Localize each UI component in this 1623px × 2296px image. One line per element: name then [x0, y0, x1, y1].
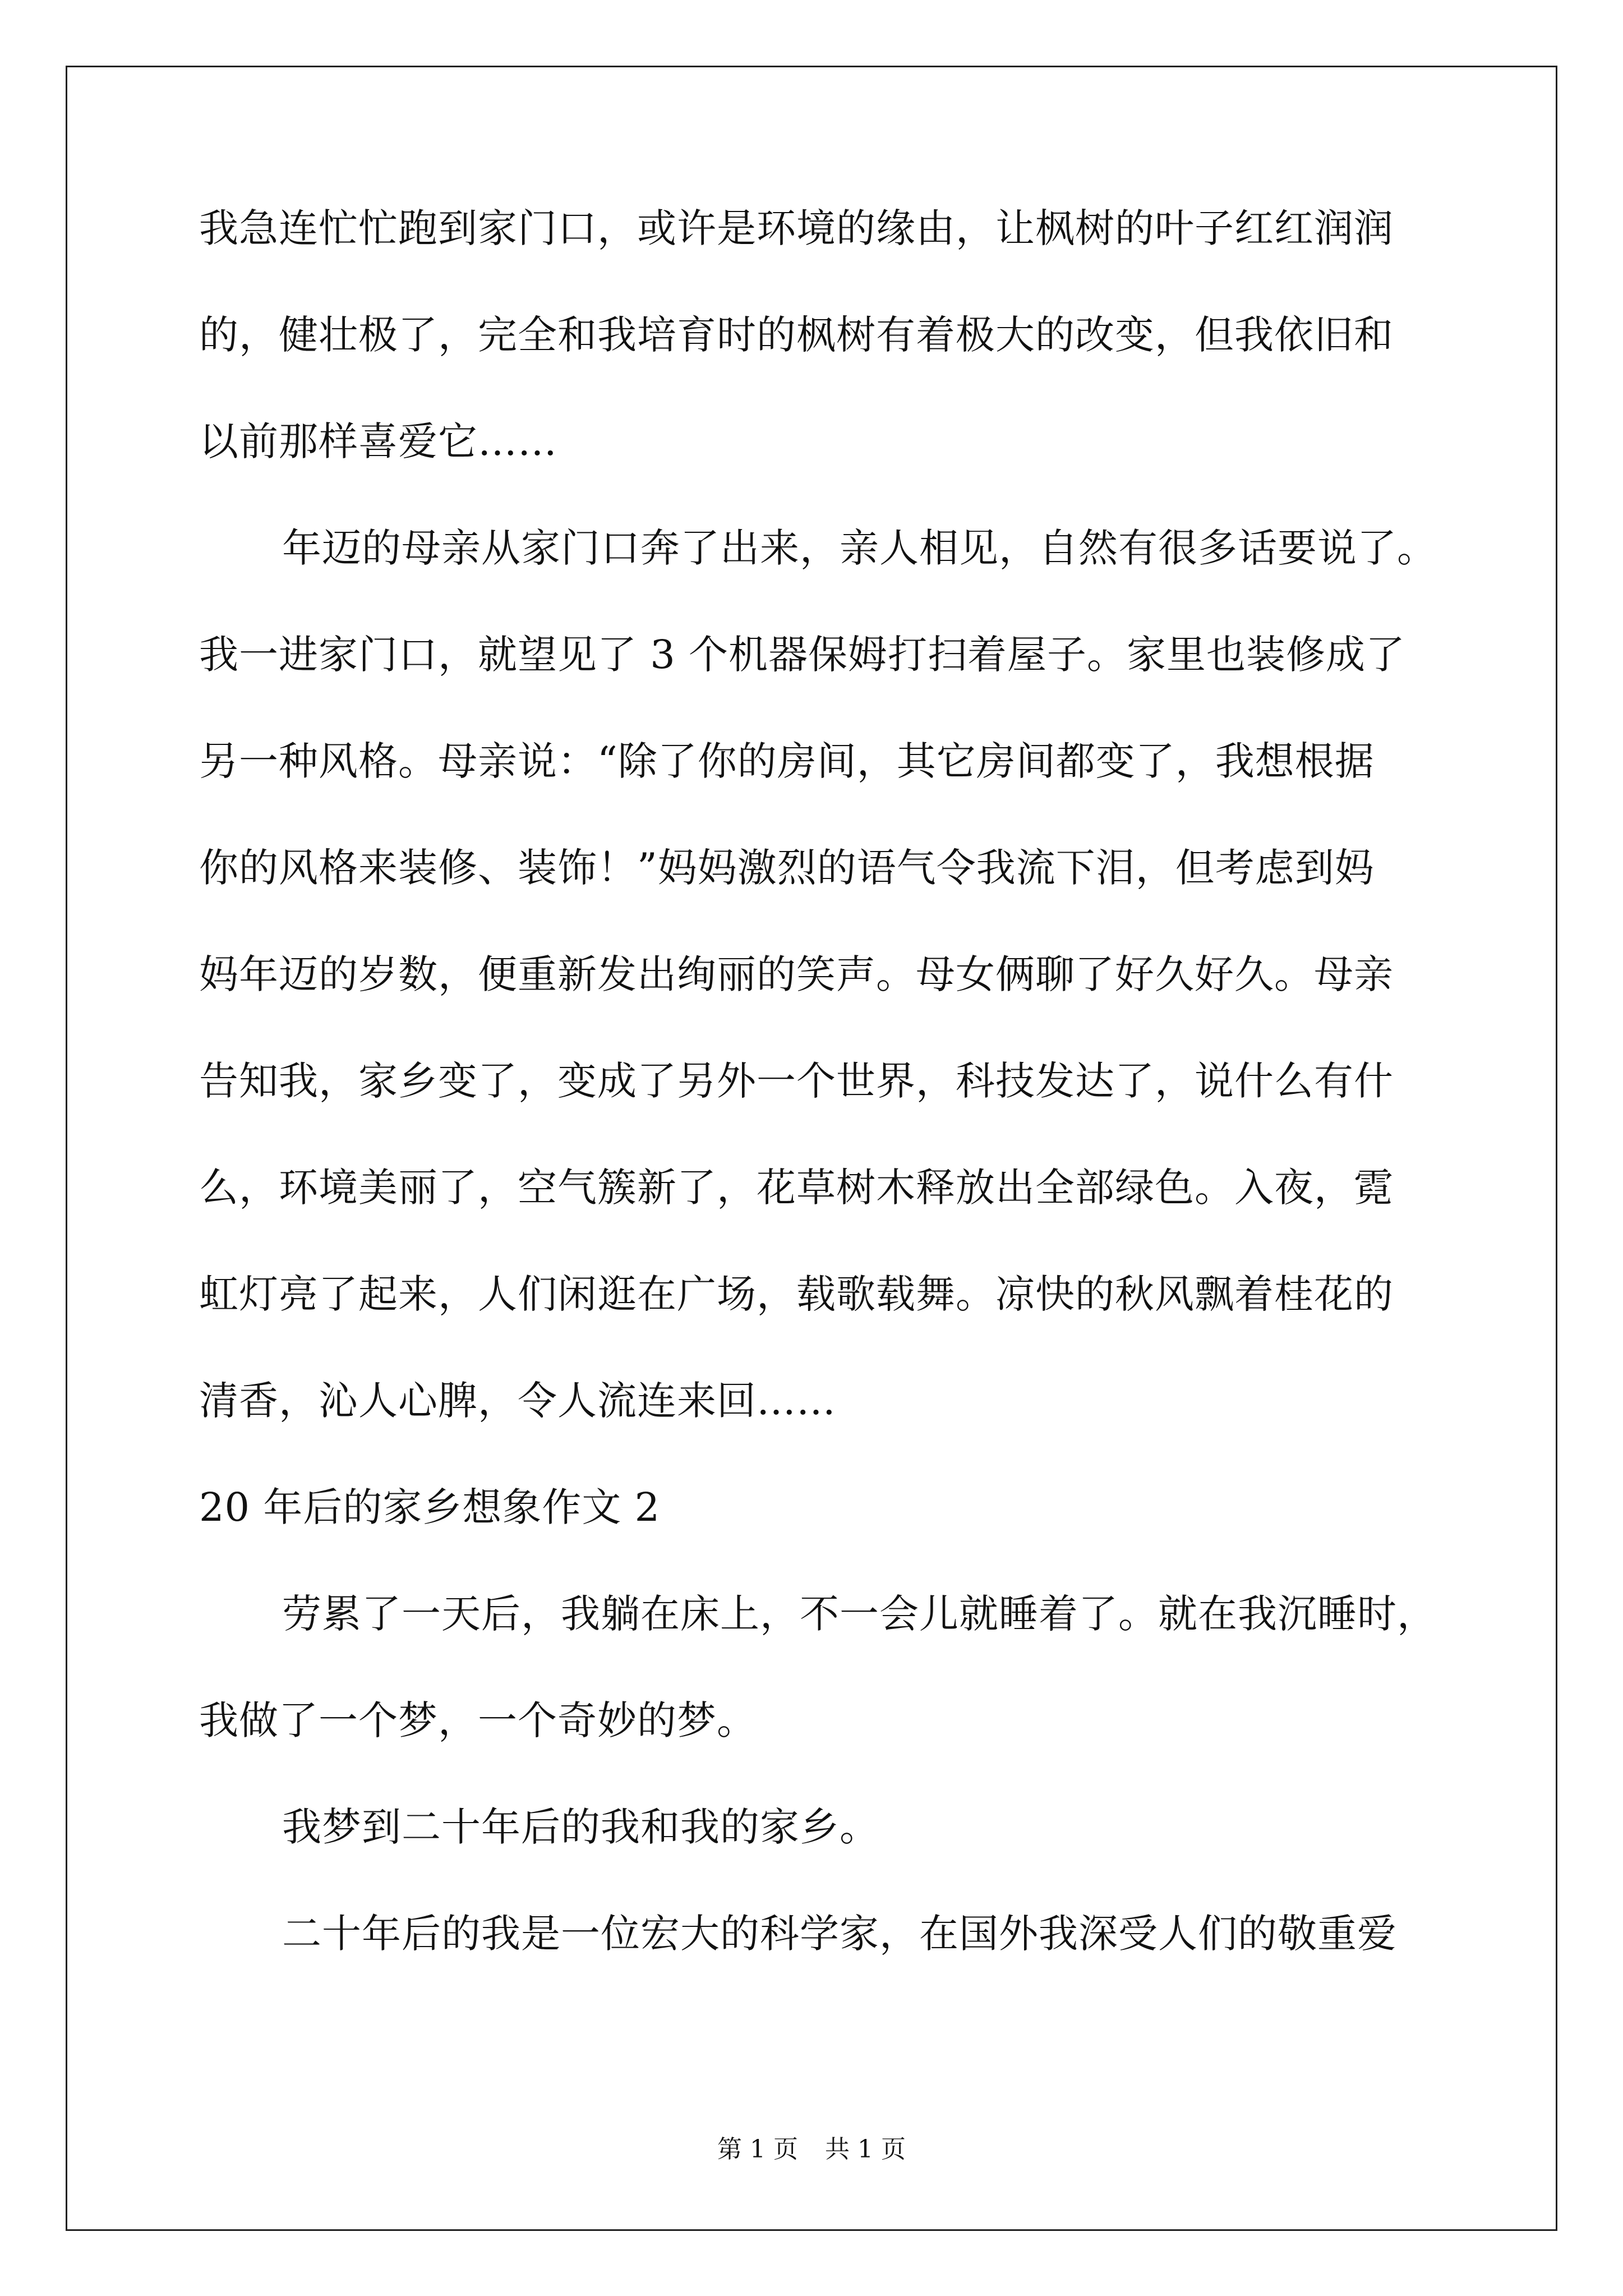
text-line: 劳累了一天后，我躺在床上，不一会儿就睡着了。就在我沉睡时，: [282, 1591, 1437, 1637]
text-line: 妈年迈的岁数，便重新发出绚丽的笑声。母女俩聊了好久好久。母亲: [199, 951, 1394, 997]
text-line: 清香，沁人心脾，令人流连来回……: [199, 1378, 836, 1424]
text-line: 我急连忙忙跑到家门口，或许是环境的缘由，让枫树的叶子红红润润: [199, 205, 1394, 251]
page-total: 共 1 页: [825, 2135, 906, 2164]
text-line: 么，环境美丽了，空气簇新了，花草树木释放出全部绿色。入夜，霓: [199, 1165, 1394, 1211]
text-line: 告知我，家乡变了，变成了另外一个世界，科技发达了，说什么有什: [199, 1058, 1394, 1104]
text-line: 年迈的母亲从家门口奔了出来，亲人相见，自然有很多话要说了。: [282, 525, 1437, 571]
page-number: 第 1 页: [717, 2135, 798, 2164]
text-line: 的，健壮极了，完全和我培育时的枫树有着极大的改变，但我依旧和: [199, 312, 1394, 358]
text-line: 另一种风格。母亲说：“除了你的房间，其它房间都变了，我想根据: [199, 738, 1375, 784]
text-line: 你的风格来装修、装饰！”妈妈激烈的语气令我流下泪，但考虑到妈: [199, 845, 1375, 891]
text-line: 以前那样喜爱它……: [199, 418, 557, 464]
text-line: 我梦到二十年后的我和我的家乡。: [282, 1804, 879, 1850]
document-body: [199, 205, 1437, 2021]
text-line: 虹灯亮了起来，人们闲逛在广场，载歌载舞。凉快的秋风飘着桂花的: [199, 1271, 1394, 1317]
section-heading: 20 年后的家乡想象作文 2: [199, 1484, 661, 1530]
text-line: 我做了一个梦，一个奇妙的梦。: [199, 1697, 757, 1743]
text-line: 二十年后的我是一位宏大的科学家，在国外我深受人们的敬重爱: [282, 1911, 1397, 1957]
page-footer: [0, 2137, 1623, 2162]
text-line: 我一进家门口，就望见了 3 个机器保姆打扫着屋子。家里也装修成了: [199, 632, 1406, 678]
